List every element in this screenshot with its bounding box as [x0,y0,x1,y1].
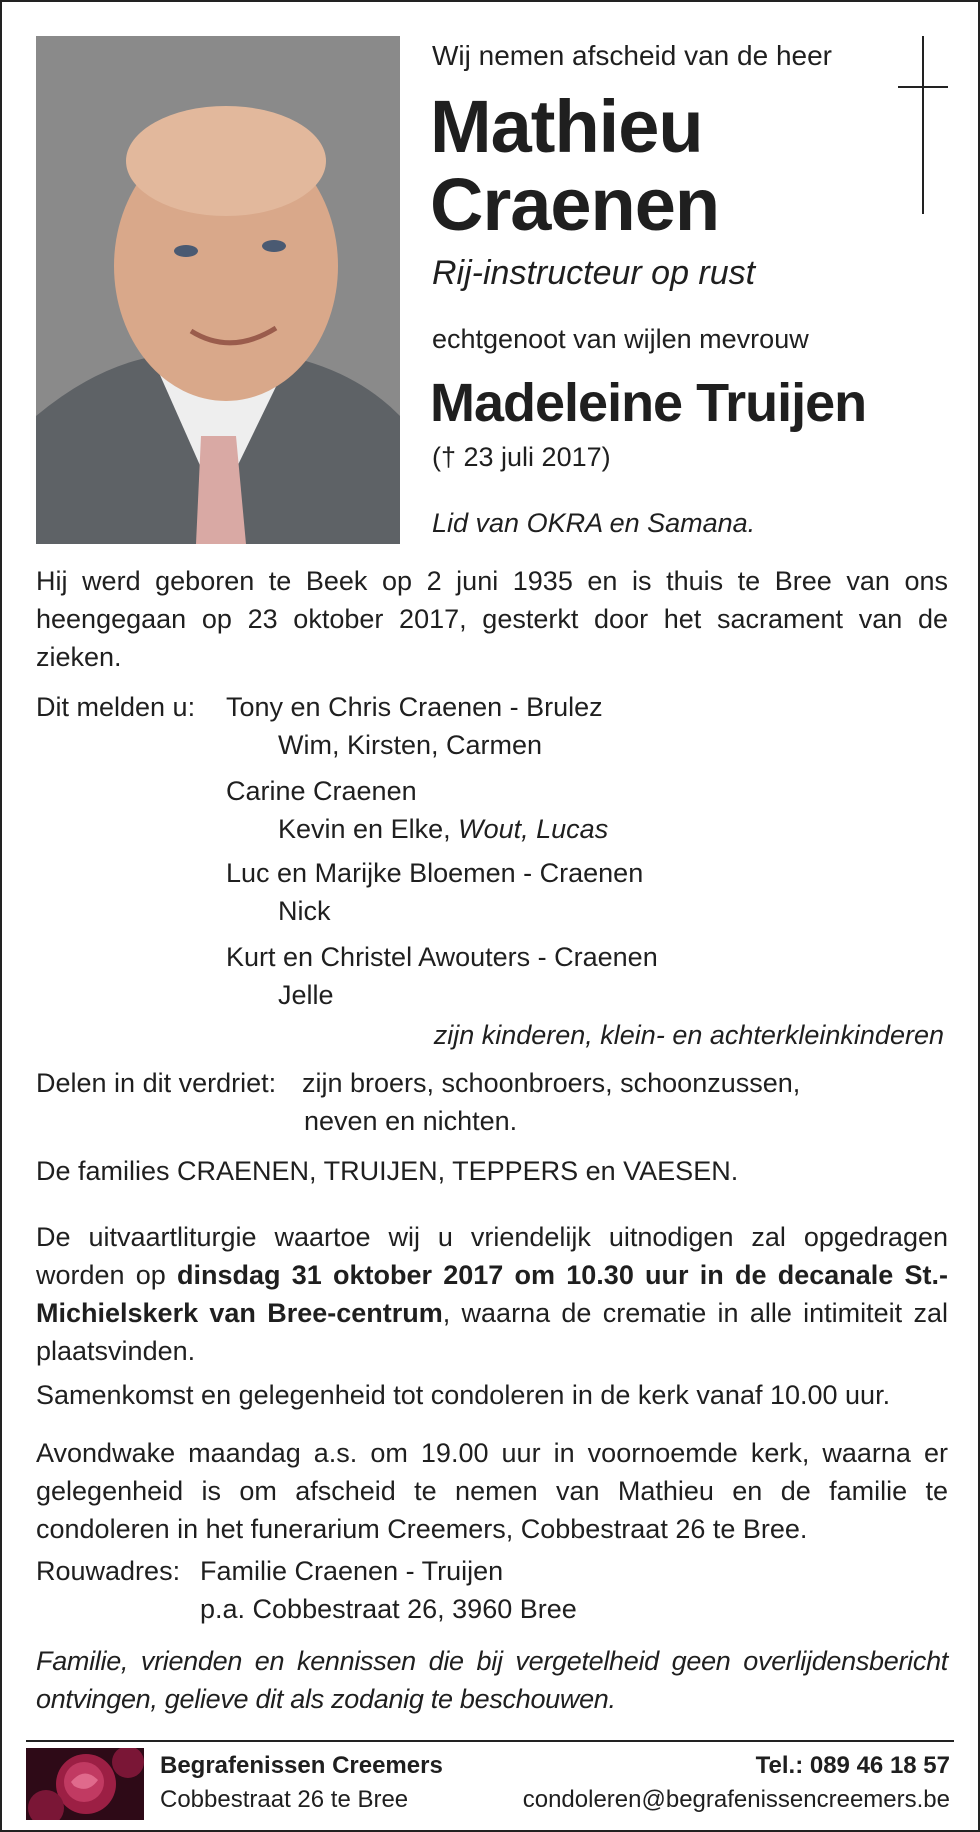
funeral-home-name: Begrafenissen Creemers [160,1752,443,1779]
family-children: Wim, Kirsten, Carmen [278,730,543,760]
grief-label: Delen in dit verdriet: [36,1068,277,1098]
grief-relatives-cont: neven en nichten. [304,1106,518,1136]
liturgy-date-location: dinsdag 31 oktober 2017 om 10.30 uur in de decanale St.-Michielskerk van Bree-centrum [36,1260,949,1328]
wake-paragraph: Avondwake maandag a.s. om 19.00 uur in voornoemde kerk, waarna er gelegenheid is om afscheid te nemen van Mathieu en de familie te condoleren in het funerarium Creemers, Cobbestraat 26 te Bree. [36,1438,948,1544]
birth-paragraph: Hij werd geboren te Beek op 2 juni 1935 en is thuis te Bree van ons heengegaan op 23 oktober 2017, gesterkt door het sacrament van de zieken. [36,566,948,672]
deceased-last-name: Craenen [430,163,720,246]
announcers-label: Dit melden u: [36,692,196,722]
closing-note: Familie, vrienden en kennissen die bij vergetelheid geen overlijdensbericht ontvingen, gelieve dit als zodanig te beschouwen. [36,1646,948,1714]
family-parents: Kurt en Christel Awouters - Craenen [226,942,658,972]
family-parents: Carine Craenen [226,776,417,806]
funeral-home-address: Cobbestraat 26 te Bree [160,1786,409,1813]
deceased-occupation: Rij-instructeur op rust [432,254,756,292]
family-parents: Tony en Chris Craenen - Brulez [226,692,603,722]
funeral-home-footer [26,1740,954,1822]
family-children: Kevin en Elke, Wout, Lucas [278,814,609,844]
farewell-intro: Wij nemen afscheid van de heer [432,40,832,71]
spouse-death-date: († 23 juli 2017) [432,442,611,472]
spouse-name: Madeleine Truijen [430,373,867,433]
great-grandchildren: Wout, Lucas [458,814,609,844]
family-children: Nick [278,896,331,926]
funeral-home-phone: Tel.: 089 46 18 57 [755,1752,950,1779]
portrait-photo [36,36,400,544]
family-children: Jelle [278,980,334,1010]
deceased-name [430,85,720,246]
funeral-home-email[interactable]: condoleren@begrafenissencreemers.be [522,1786,950,1813]
descendants-summary: zijn kinderen, klein- en achterkleinkinderen [433,1020,944,1050]
cross-icon [898,36,948,216]
family-parents: Luc en Marijke Bloemen - Craenen [226,858,644,888]
membership-line: Lid van OKRA en Samana. [432,508,756,538]
mourning-address-street: p.a. Cobbestraat 26, 3960 Bree [200,1594,577,1624]
grief-relatives: zijn broers, schoonbroers, schoonzussen, [302,1068,801,1098]
families-line: De families CRAENEN, TRUIJEN, TEPPERS en VAESEN. [36,1156,739,1186]
rose-icon [26,1748,144,1820]
gathering-line: Samenkomst en gelegenheid tot condoleren in de kerk vanaf 10.00 uur. [36,1380,891,1410]
mourning-address-label: Rouwadres: [36,1556,181,1586]
spouse-intro: echtgenoot van wijlen mevrouw [432,324,809,354]
deceased-first-name: Mathieu [430,85,703,168]
liturgy-paragraph: De uitvaartliturgie waartoe wij u vriendelijk uitnodigen zal opgedragen worden op dinsdag 31 oktober 2017 om 10.30 uur in de decanale St.-Michielskerk van Bree-centrum, waarna de crematie in alle intimiteit zal plaatsvinden. [36,1222,949,1366]
mourning-address-name: Familie Craenen - Truijen [200,1556,504,1586]
